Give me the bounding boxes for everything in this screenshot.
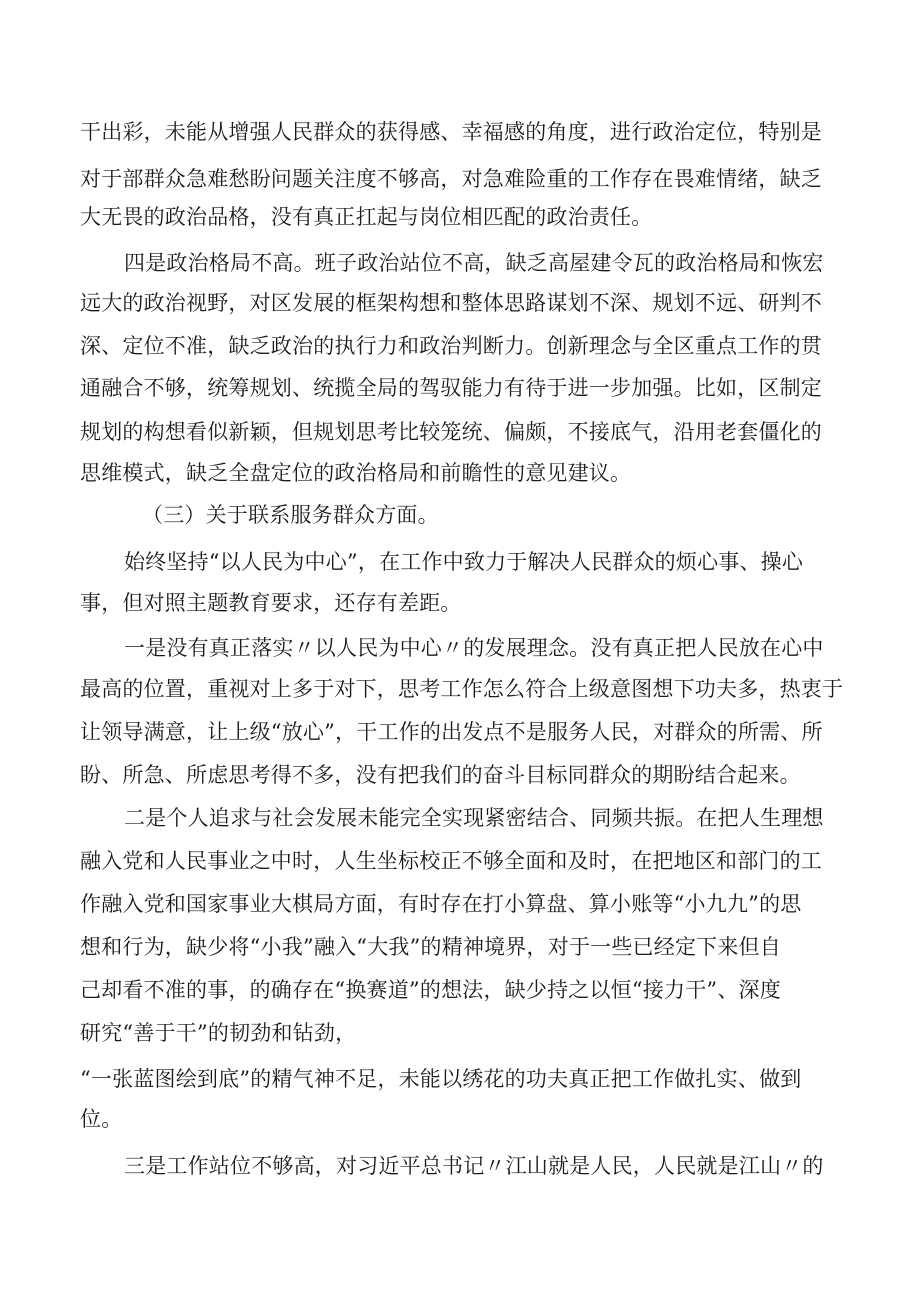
paragraph-start-line: 三是工作站位不够高，对习近平总书记〃江山就是人民，人民就是江山〃的 xyxy=(124,1154,824,1178)
text-line: 融入党和人民事业之中时，人生坐标校正不够全面和及时，在把地区和部门的工 xyxy=(80,849,822,873)
text-line: 让领导满意，让上级“放心”，干工作的出发点不是服务人民，对群众的所需、所 xyxy=(80,720,823,744)
section-heading: （三）关于联系服务群众方面。 xyxy=(142,503,439,527)
text-line: “一张蓝图绘到底”的精气神不足，未能以绣花的功夫真正把工作做扎实、做到 xyxy=(80,1067,802,1091)
text-line: 通融合不够，统筹规划、统揽全局的驾驭能力有待于进一步加强。比如，区制定 xyxy=(80,376,822,400)
text-line: 最高的位置，重视对上多于对下，思考工作怎么符合上级意图想下功夫多，热衷于 xyxy=(80,677,844,701)
text-line: 盼、所急、所虑思考得不多，没有把我们的奋斗目标同群众的期盼结合起来。 xyxy=(80,763,801,787)
text-line: 研究“善于干”的韧劲和钻劲， xyxy=(80,1021,357,1045)
text-line: 己却看不准的事，的确存在“换赛道”的想法，缺少持之以恒“接力干”、深度 xyxy=(80,978,781,1002)
text-line: 深、定位不准，缺乏政治的执行力和政治判断力。创新理念与全区重点工作的贯 xyxy=(80,334,822,358)
paragraph-start-line: 四是政治格局不高。班子政治站位不高，缺乏高屋建令瓦的政治格局和恢宏 xyxy=(124,251,824,275)
text-line: 事，但对照主题教育要求，还存有差距。 xyxy=(80,591,462,615)
paragraph-start-line: 一是没有真正落实〃以人民为中心〃的发展理念。没有真正把人民放在心中 xyxy=(124,636,824,660)
text-line: 干出彩，未能从增强人民群众的获得感、幸福感的角度，进行政治定位，特别是 xyxy=(80,120,822,144)
text-line: 远大的政治视野，对区发展的框架构想和整体思路谋划不深、规划不远、研判不 xyxy=(80,291,822,315)
text-line: 规划的构想看似新颖，但规划思考比较笼统、偏颇，不接底气，沿用老套僵化的 xyxy=(80,420,822,444)
text-line: 对于部群众急难愁盼问题关注度不够高，对急难险重的工作存在畏难情绪，缺乏 xyxy=(80,167,822,191)
text-line: 思维模式，缺乏全盘定位的政治格局和前瞻性的意见建议。 xyxy=(80,461,632,485)
text-line: 位。 xyxy=(80,1107,123,1131)
paragraph-start-line: 始终坚持“以人民为中心”，在工作中致力于解决人民群众的烦心事、操心 xyxy=(124,550,804,574)
text-line: 作融入党和国家事业大棋局方面，有时存在打小算盘、算小账等“小九九”的思 xyxy=(80,892,802,916)
text-line: 大无畏的政治品格，没有真正扛起与岗位相匹配的政治责任。 xyxy=(80,205,653,229)
paragraph-start-line: 二是个人追求与社会发展未能完全实现紧密结合、同频共振。在把人生理想 xyxy=(124,806,824,830)
text-line: 想和行为，缺少将“小我”融入“大我”的精神境界，对于一些已经定下来但自 xyxy=(80,935,781,959)
